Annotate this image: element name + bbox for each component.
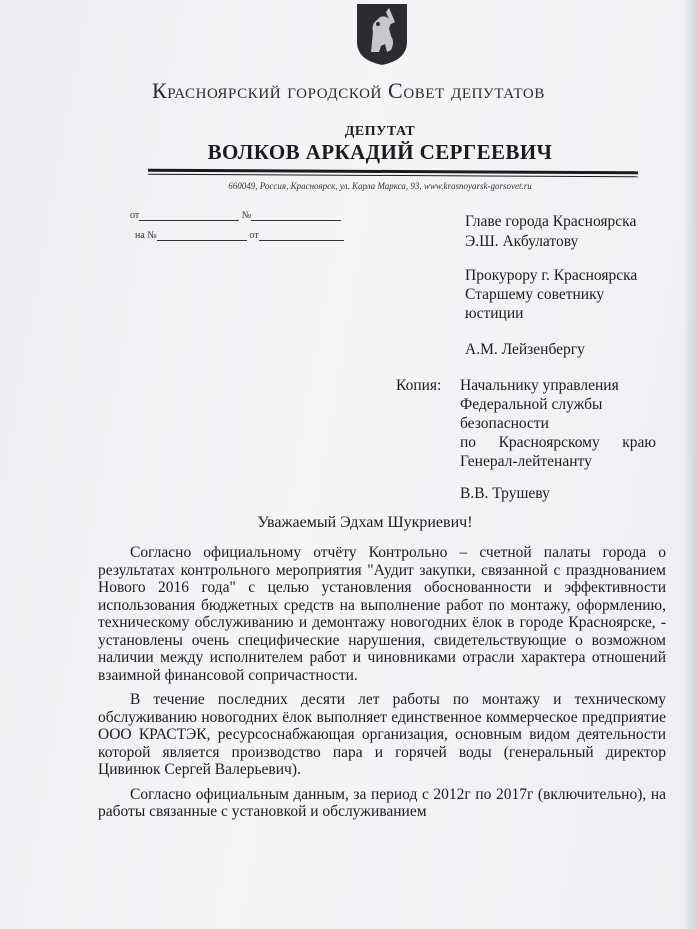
greeting: Уважаемый Эдхам Шукриевич! <box>257 514 473 531</box>
addressee-line-1: Главе города Красноярска <box>465 213 637 230</box>
registration-row-1 <box>130 210 341 221</box>
addressee-line-9: безопасности <box>460 415 549 432</box>
on-number-line <box>157 230 247 241</box>
addressee-line-4: Старшему советнику <box>465 286 605 303</box>
addressee-line-7: Начальнику управления <box>460 377 619 394</box>
deputy-address: 660049, Россия, Красноярск, ул. Карла Маркса, 93, www.krasnoyarsk-gorsovet.ru <box>228 181 532 191</box>
from2-label: от <box>249 230 259 241</box>
from-label: от <box>130 210 140 221</box>
deputy-name: ВОЛКОВ АРКАДИЙ СЕРГЕЕВИЧ <box>207 140 553 164</box>
letter-body <box>98 544 666 828</box>
from-date-line <box>139 210 239 221</box>
addressee-line-3: Прокурору г. Красноярска <box>465 267 638 284</box>
registration-row-2 <box>135 230 344 241</box>
paragraph-2: В течение последних десяти лет работы по монтажу и техническому обслуживанию новогодних ёлок выполняет единственное коммерческое предприятие ООО КРАСТЭК, ресурсоснабжающая организация, основным видом деятельности которой является производство пара и горячей воды (генеральный директор Цивинюк Сергей Валерьевич). <box>98 691 666 778</box>
number-label: № <box>241 210 252 221</box>
city-coat-of-arms-icon <box>355 2 409 66</box>
addressee-line-11: Генерал-лейтенанту <box>460 453 592 470</box>
from2-line <box>259 230 344 241</box>
paragraph-3: Согласно официальным данным, за период с 2012г по 2017г (включительно), на работы связанные с установкой и обслуживанием <box>98 785 666 820</box>
addressee-line-2: Э.Ш. Акбулатову <box>465 233 579 250</box>
addressee-line-12: В.В. Трушеву <box>460 485 550 502</box>
council-title: Красноярский городской Совет депутатов <box>152 78 545 103</box>
deputy-label: ДЕПУТАТ <box>344 124 416 139</box>
on-number-label: на № <box>135 230 157 241</box>
header-divider-thin <box>148 174 638 178</box>
addressee-line-10: по Красноярскому краю <box>460 434 656 451</box>
addressee-line-6: А.М. Лейзенбергу <box>465 341 585 358</box>
copy-label: Копия: <box>396 377 442 394</box>
addressee-line-8: Федеральной службы <box>460 396 603 413</box>
number-line <box>251 210 341 221</box>
paragraph-1: Согласно официальному отчёту Контрольно – счетной палаты города о результатах контрольного мероприятия "Аудит закупки, связанной с празднованием Нового 2016 года" с целью установления обоснованности и эффективности использования бюджетных средств на выполнение работ по монтажу, оформлению, техническому обслуживанию и демонтажу новогодних ёлок в городе Красноярске, - установлены очень специфические нарушения, свидетельствующие о возможном наличии между исполнителем работ и чиновниками отрасли характера отношений взаимной финансовой сопричастности. <box>98 544 666 684</box>
addressee-line-5: юстиции <box>465 305 524 322</box>
